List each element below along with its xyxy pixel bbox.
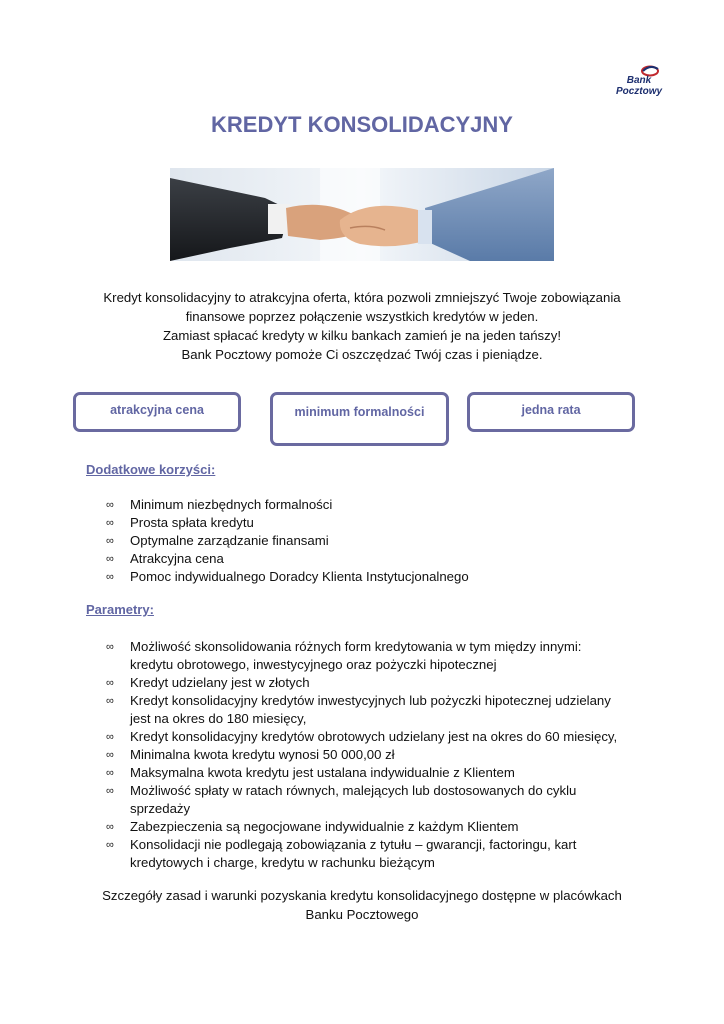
list-item: ∞ Prosta spłata kredytu xyxy=(106,515,254,530)
infinity-bullet-icon: ∞ xyxy=(106,517,114,529)
footer-line-1: Szczegóły zasad i warunki pozyskania kredytu konsolidacyjnego dostępne w placówkach xyxy=(102,888,622,903)
infinity-bullet-icon: ∞ xyxy=(106,499,114,511)
infinity-bullet-icon: ∞ xyxy=(106,785,114,797)
infinity-bullet-icon: ∞ xyxy=(106,553,114,565)
list-item: ∞ Pomoc indywidualnego Doradcy Klienta Instytucjonalnego xyxy=(106,569,469,584)
list-item: ∞ Kredyt konsolidacyjny kredytów obrotowych udzielany jest na okres do 60 miesięcy, xyxy=(106,729,618,744)
parameters-list xyxy=(106,638,626,872)
list-item: ∞ Możliwość spłaty w ratach równych, malejących lub dostosowanych do cyklu sprzedaży xyxy=(106,783,577,816)
list-item: ∞ Kredyt udzielany jest w złotych xyxy=(106,675,310,690)
list-item: ∞ Maksymalna kwota kredytu jest ustalana indywidualnie z Klientem xyxy=(106,765,515,780)
infinity-bullet-icon: ∞ xyxy=(106,535,114,547)
list-item: ∞ Kredyt konsolidacyjny kredytów inwestycyjnych lub pożyczki hipotecznej udzielany jest na okres do 180 miesięcy, xyxy=(106,693,611,726)
intro-line-3: Zamiast spłacać kredyty w kilku bankach zamień je na jeden tańszy! xyxy=(162,328,561,343)
list-item: ∞ Konsolidacji nie podlegają zobowiązania z tytułu – gwarancji, factoringu, kart kredytowych i charge, kredytu w rachunku bieżącym xyxy=(106,837,577,870)
handshake-icon xyxy=(170,168,554,261)
feature-box-single-installment: jedna rata xyxy=(467,392,635,432)
list-item: ∞ Minimalna kwota kredytu wynosi 50 000,00 zł xyxy=(106,747,395,762)
infinity-bullet-icon: ∞ xyxy=(106,749,114,761)
infinity-bullet-icon: ∞ xyxy=(106,731,114,743)
infinity-bullet-icon: ∞ xyxy=(106,641,114,653)
benefits-list xyxy=(106,496,626,586)
bank-pocztowy-logo xyxy=(606,60,678,106)
infinity-bullet-icon: ∞ xyxy=(106,695,114,707)
intro-line-2: finansowe poprzez połączenie wszystkich kredytów w jeden. xyxy=(185,309,539,324)
logo-line-2: Pocztowy xyxy=(615,86,663,97)
list-item: ∞ Optymalne zarządzanie finansami xyxy=(106,533,329,548)
intro-line-1: Kredyt konsolidacyjny to atrakcyjna oferta, która pozwoli zmniejszyć Twoje zobowiązania xyxy=(103,290,621,305)
infinity-bullet-icon: ∞ xyxy=(106,839,114,851)
list-item: ∞ Możliwość skonsolidowania różnych form kredytowania w tym między innymi: kredytu obrotowego, inwestycyjnego oraz pożyczki hipotecznej xyxy=(106,639,582,672)
intro-line-4: Bank Pocztowy pomoże Ci oszczędzać Twój czas i pieniądze. xyxy=(181,347,543,362)
infinity-bullet-icon: ∞ xyxy=(106,767,114,779)
feature-box-attractive-price: atrakcyjna cena xyxy=(73,392,241,432)
footer-note xyxy=(60,886,664,924)
infinity-bullet-icon: ∞ xyxy=(106,821,114,833)
logo-line-1: Bank xyxy=(626,75,652,86)
intro-paragraph xyxy=(60,288,664,364)
benefits-heading: Dodatkowe korzyści: xyxy=(86,462,216,477)
footer-line-2: Banku Pocztowego xyxy=(305,907,419,922)
infinity-bullet-icon: ∞ xyxy=(106,677,114,689)
list-item: ∞ Minimum niezbędnych formalności xyxy=(106,497,333,512)
list-item: ∞ Atrakcyjna cena xyxy=(106,551,224,566)
infinity-bullet-icon: ∞ xyxy=(106,571,114,583)
parameters-heading: Parametry: xyxy=(86,602,154,617)
handshake-photo xyxy=(170,168,554,261)
list-item: ∞ Zabezpieczenia są negocjowane indywidualnie z każdym Klientem xyxy=(106,819,519,834)
page-title: KREDYT KONSOLIDACYJNY xyxy=(211,112,513,137)
feature-box-minimum-formalities: minimum formalności xyxy=(270,392,449,446)
